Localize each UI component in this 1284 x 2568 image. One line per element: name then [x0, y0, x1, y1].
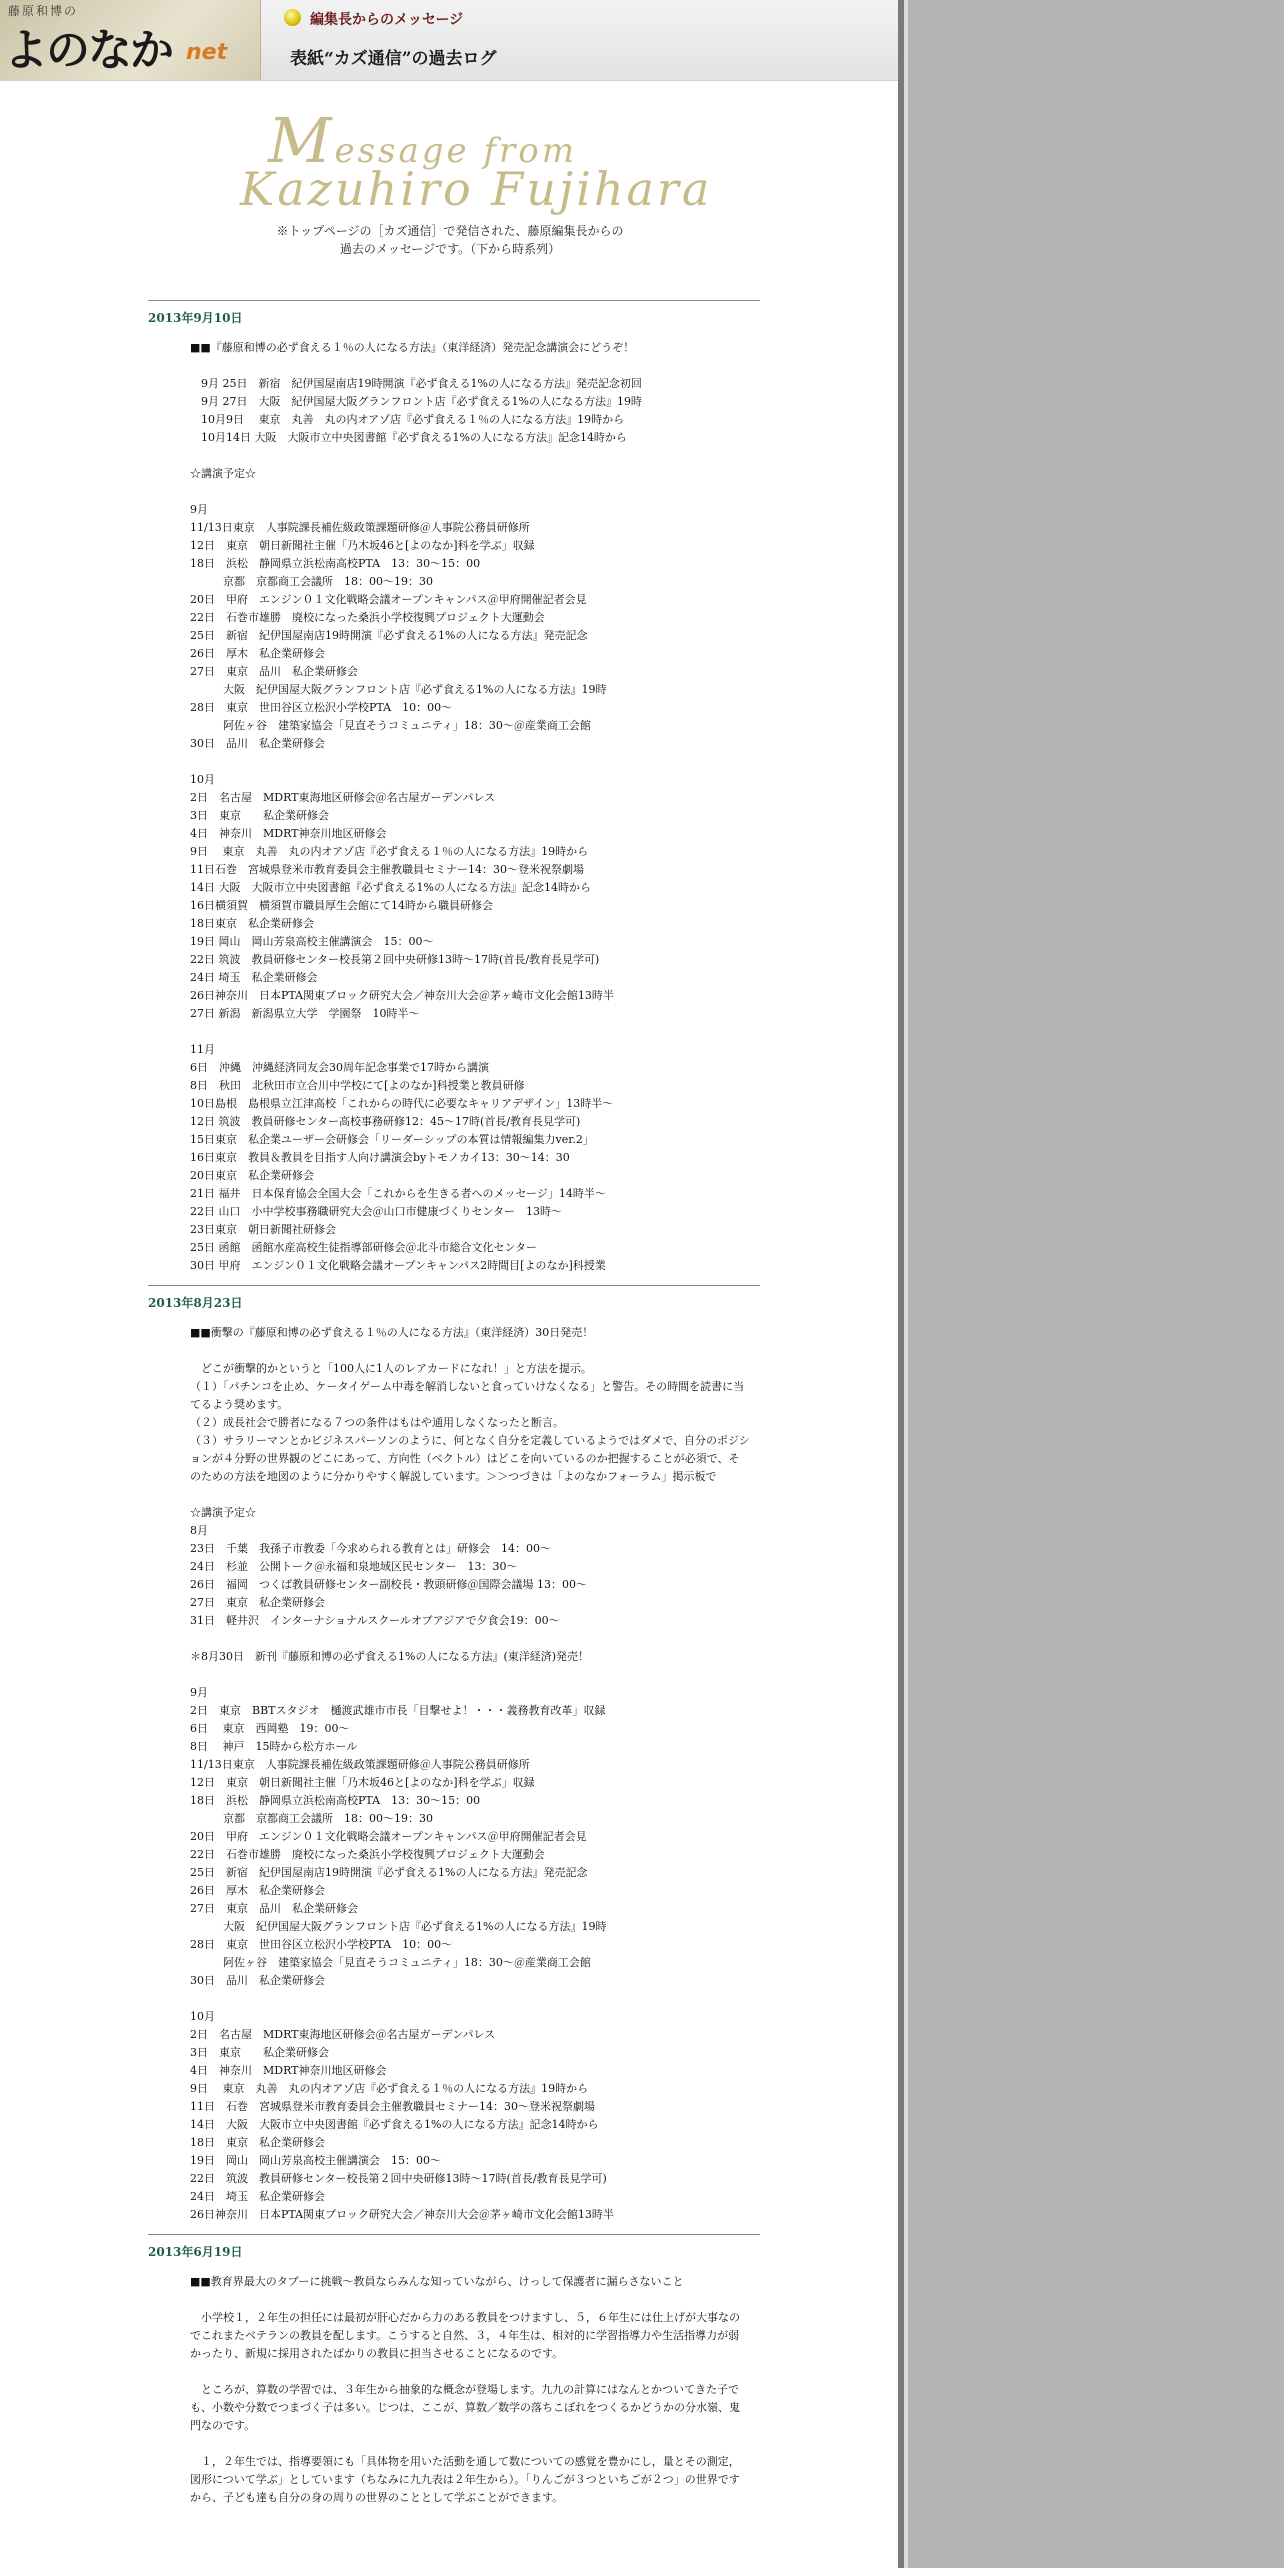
- hero-initial: M: [268, 104, 335, 177]
- body-line: 30日 甲府 エンジン０１文化戦略会議オープンキャンパス2時間目[よのなか]科授業: [190, 1259, 606, 1272]
- body-line: ■■衝撃の『藤原和博の必ず食える１％の人になる方法』（東洋経済）30日発売！: [190, 1326, 594, 1339]
- spacer: [190, 1023, 750, 1041]
- body-line: 26日神奈川 日本PTA関東ブロック研究大会／神奈川大会＠茅ヶ崎市文化会館13時半: [190, 2208, 614, 2221]
- hero-line1: essage from: [334, 131, 578, 171]
- body-line: 22日 石巻市雄勝 廃校になった桑浜小学校復興プロジェクト大運動会: [190, 611, 545, 624]
- intro-line: ※トップページの［カズ通信］で発信された、藤原編集長からの: [276, 224, 624, 238]
- body-line: 4日 神奈川 MDRT神奈川地区研修会: [190, 2064, 387, 2077]
- body-line: 2日 名古屋 MDRT東海地区研修会＠名古屋ガーデンパレス: [190, 2028, 496, 2041]
- hero-name: Kazuhiro Fujihara: [240, 162, 713, 216]
- spacer: [190, 1342, 750, 1360]
- body-line: 6日 沖縄 沖縄経済同友会30周年記念事業で17時から講演: [190, 1061, 489, 1074]
- body-line: 22日 筑波 教員研修センター校長第２回中央研修13時～17時(首長/教育長見学可): [190, 2172, 607, 2185]
- body-line: 22日 石巻市雄勝 廃校になった桑浜小学校復興プロジェクト大運動会: [190, 1848, 545, 1861]
- body-line: 22日 山口 小中学校事務職研究大会＠山口市健康づくりセンター 13時～: [190, 1205, 563, 1218]
- section-body: [190, 339, 750, 1285]
- body-line: 24日 埼玉 私企業研修会: [190, 2190, 325, 2203]
- body-line: 14日 大阪 大阪市立中央図書館『必ず食える1%の人になる方法』記念14時から: [190, 2118, 599, 2131]
- body-line: ＊8月30日 新刊『藤原和博の必ず食える1%の人になる方法』(東洋経済)発売！: [190, 1650, 590, 1663]
- body-line: 京都 京都商工会議所 18：00～19：30: [190, 575, 433, 588]
- body-paragraph: （２）成長社会で勝者になる７つの条件はもはや通用しなくなったと断言。: [190, 1416, 564, 1429]
- body-line: 16日東京 教員＆教員を目指す人向け講演会byトモノカイ13：30～14：30: [190, 1151, 570, 1164]
- section-date: 2013年6月19日: [148, 2245, 243, 2259]
- spacer: [190, 2291, 750, 2309]
- body-line: 大阪 紀伊国屋大阪グランフロント店『必ず食える1%の人になる方法』19時: [190, 683, 607, 696]
- spacer: [190, 1486, 750, 1504]
- body-line: 8日 神戸 15時から松方ホール: [190, 1740, 358, 1753]
- body-line: 14日 大阪 大阪市立中央図書館『必ず食える1%の人になる方法』記念14時から: [190, 881, 591, 894]
- body-line: ☆講演予定☆: [190, 467, 256, 480]
- body-line: 30日 品川 私企業研修会: [190, 737, 325, 750]
- body-line: 28日 東京 世田谷区立松沢小学校PTA 10：00～: [190, 701, 453, 714]
- yellow-dot-icon: [284, 9, 301, 26]
- body-paragraph: １，２年生では、指導要領にも「具体物を用いた活動を通して数についての感覚を豊かにし，量とその測定，図形について学ぶ」としています（ちなみに九九表は２年生から）。「りんごが３つといちごが２つ」の世界ですから、子ども達も自分の身の周りの世界のこととして学ぶことができます。: [190, 2455, 740, 2504]
- body-line: 27日 新潟 新潟県立大学 学園祭 10時半～: [190, 1007, 420, 1020]
- site-logo[interactable]: [0, 0, 261, 80]
- body-line: 27日 東京 品川 私企業研修会: [190, 665, 358, 678]
- logo-subtitle: 藤原和博の: [8, 4, 79, 18]
- body-line: 25日 新宿 紀伊国屋南店19時開演『必ず食える1%の人になる方法』発売記念: [190, 629, 588, 642]
- body-line: 10日島根 島根県立江津高校「これからの時代に必要なキャリアデザイン」13時半～: [190, 1097, 614, 1110]
- section-divider: [148, 300, 760, 301]
- body-line: 9月: [190, 503, 208, 516]
- body-line: 26日神奈川 日本PTA関東ブロック研究大会／神奈川大会＠茅ヶ崎市文化会館13時半: [190, 989, 614, 1002]
- logo-wordmark: よのなか: [4, 25, 172, 76]
- body-line: 18日 浜松 静岡県立浜松南高校PTA 13：30～15：00: [190, 557, 481, 570]
- body-line: ■■教育界最大のタブーに挑戦～教員ならみんな知っていながら、けっして保護者に漏らさないこと: [190, 2275, 684, 2288]
- message-section: [148, 300, 760, 1285]
- body-line: 23日 千葉 我孫子市教委「今求められる教育とは」研修会 14：00～: [190, 1542, 551, 1555]
- body-line: 18日 東京 私企業研修会: [190, 2136, 325, 2149]
- body-line: 大阪 紀伊国屋大阪グランフロント店『必ず食える1%の人になる方法』19時: [190, 1920, 607, 1933]
- body-paragraph: ところが、算数の学習では、３年生から抽象的な概念が登場します。九九の計算にはなんとかついてきた子でも、小数や分数でつまづく子は多い。じつは、ここが、算数／数学の落ちこぼれをつくるかどうかの分水嶺、鬼門なのです。: [190, 2383, 740, 2432]
- body-line: 19日 岡山 岡山芳泉高校主催講演会 15：00～: [190, 2154, 441, 2167]
- spacer: [190, 1275, 750, 1285]
- body-line: 28日 東京 世田谷区立松沢小学校PTA 10：00～: [190, 1938, 453, 1951]
- body-line: 20日東京 私企業研修会: [190, 1169, 314, 1182]
- body-line: 24日 杉並 公開トーク＠永福和泉地域区民センター 13：30～: [190, 1560, 518, 1573]
- spacer: [190, 1630, 750, 1648]
- spacer: [190, 1666, 750, 1684]
- section-date: 2013年8月23日: [148, 1296, 243, 1310]
- body-line: 2日 名古屋 MDRT東海地区研修会＠名古屋ガーデンパレス: [190, 791, 496, 804]
- spacer: [190, 2224, 750, 2234]
- body-paragraph: （１）「パチンコを止め、ケータイゲーム中毒を解消しないと食っていけなくなる」と警告。その時間を読書に当てるよう奨めます。: [190, 1380, 745, 1411]
- body-line: 11/13日東京 人事院課長補佐級政策課題研修＠人事院公務員研修所: [190, 1758, 530, 1771]
- page-title: 表紙“カズ通信”の過去ログ: [290, 49, 497, 69]
- body-line: 8月: [190, 1524, 208, 1537]
- body-line: 21日 福井 日本保育協会全国大会「これからを生きる者へのメッセージ」14時半～: [190, 1187, 606, 1200]
- body-line: 6日 東京 西岡塾 19：00～: [190, 1722, 350, 1735]
- body-line: 11月: [190, 1043, 215, 1056]
- body-paragraph: どこが衝撃的かというと「100人に1人のレアカードになれ！」と方法を提示。: [190, 1362, 592, 1375]
- body-line: 11日 石巻 宮城県登米市教育委員会主催教職員セミナー14：30～登米祝祭劇場: [190, 2100, 595, 2113]
- body-line: 25日 新宿 紀伊国屋南店19時開演『必ず食える1%の人になる方法』発売記念: [190, 1866, 588, 1879]
- body-line: 9月 25日 新宿 紀伊国屋南店19時開演『必ず食える1%の人になる方法』発売記念初回: [190, 377, 642, 390]
- body-line: 10月9日 東京 丸善 丸の内オアゾ店『必ず食える１％の人になる方法』19時から: [190, 413, 625, 426]
- body-line: 3日 東京 私企業研修会: [190, 2046, 329, 2059]
- body-line: 31日 軽井沢 インターナショナルスクールオブアジアで夕食会19：00～: [190, 1614, 560, 1627]
- site-header: [0, 0, 898, 81]
- body-line: 22日 筑波 教員研修センター校長第２回中央研修13時～17時(首長/教育長見学可): [190, 953, 600, 966]
- message-section: [148, 1285, 760, 2234]
- body-line: 23日東京 朝日新聞社研修会: [190, 1223, 336, 1236]
- body-line: 阿佐ヶ谷 建築家協会「見直そうコミュニティ」18：30～＠産業商工会館: [190, 1956, 591, 1969]
- body-line: 19日 岡山 岡山芳泉高校主催講演会 15：00～: [190, 935, 434, 948]
- body-line: 26日 福岡 つくば教員研修センター副校長・教頭研修＠国際会議場 13：00～: [190, 1578, 588, 1591]
- body-line: 京都 京都商工会議所 18：00～19：30: [190, 1812, 433, 1825]
- body-line: 9日 東京 丸善 丸の内オアゾ店『必ず食える１％の人になる方法』19時から: [190, 2082, 589, 2095]
- body-line: 9月: [190, 1686, 208, 1699]
- body-line: 25日 函館 函館水産高校生徒指導部研修会＠北斗市総合文化センター: [190, 1241, 538, 1254]
- body-line: 12日 筑波 教員研修センター高校事務研修12：45～17時(首長/教育長見学可): [190, 1115, 581, 1128]
- spacer: [190, 357, 750, 375]
- body-line: 20日 甲府 エンジン０１文化戦略会議オープンキャンパス＠甲府開催記者会見: [190, 593, 587, 606]
- body-line: 12日 東京 朝日新聞社主催「乃木坂46と[よのなか]科を学ぶ」収録: [190, 539, 535, 552]
- body-paragraph: 小学校１，２年生の担任には最初が肝心だから力のある教員をつけますし、５，６年生には仕上げが大事なのでこれまたベテランの教員を配します。こうすると自然、３，４年生は、相対的に学習指導力や生活指導力が弱かったり、新規に採用されたばかりの教員に担当させることになるのです。: [190, 2311, 740, 2360]
- message-log: [148, 300, 760, 2507]
- body-line: 20日 甲府 エンジン０１文化戦略会議オープンキャンパス＠甲府開催記者会見: [190, 1830, 587, 1843]
- body-line: 15日東京 私企業ユーザー会研修会「リーダーシップの本質は情報編集力ver.2」: [190, 1133, 594, 1146]
- body-line: 9日 東京 丸善 丸の内オアゾ店『必ず食える１％の人になる方法』19時から: [190, 845, 589, 858]
- message-section: [148, 2234, 760, 2507]
- intro-line: 過去のメッセージです。（下から時系列）: [339, 242, 561, 256]
- logo-net: net: [186, 40, 228, 65]
- section-date: 2013年9月10日: [148, 311, 243, 325]
- spacer: [190, 2363, 750, 2381]
- section-label: 編集長からのメッセージ: [310, 12, 464, 28]
- body-line: 10月: [190, 773, 215, 786]
- body-line: 16日横須賀 横須賀市職員厚生会館にて14時から職員研修会: [190, 899, 493, 912]
- section-body: [190, 2273, 750, 2507]
- section-divider: [148, 2234, 760, 2235]
- body-line: 26日 厚木 私企業研修会: [190, 1884, 325, 1897]
- spacer: [190, 1990, 750, 2008]
- body-line: ☆講演予定☆: [190, 1506, 256, 1519]
- body-line: 4日 神奈川 MDRT神奈川地区研修会: [190, 827, 387, 840]
- body-line: 11日石巻 宮城県登米市教育委員会主催教職員セミナー14：30～登米祝祭劇場: [190, 863, 584, 876]
- spacer: [190, 447, 750, 465]
- side-gutter: [898, 0, 1284, 2568]
- intro-text: [150, 222, 750, 258]
- body-line: 18日 浜松 静岡県立浜松南高校PTA 13：30～15：00: [190, 1794, 481, 1807]
- body-line: 阿佐ヶ谷 建築家協会「見直そうコミュニティ」18：30～＠産業商工会館: [190, 719, 591, 732]
- spacer: [190, 2435, 750, 2453]
- section-divider: [148, 1285, 760, 1286]
- body-line: ■■『藤原和博の必ず食える１％の人になる方法』（東洋経済）発売記念講演会にどうぞ！: [190, 341, 635, 354]
- body-line: 27日 東京 品川 私企業研修会: [190, 1902, 358, 1915]
- body-paragraph: （３）サラリーマンとかビジネスパーソンのように、何となく自分を定義しているようではダメで、自分のポジションが４分野の世界観のどこにあって、方向性（ベクトル）はどこを向いているのか把握することが必須で、そのための方法を地図のように分かりやすく解説しています。＞＞つづきは「よのなかフォーラム」掲示板で: [190, 1434, 750, 1483]
- spacer: [190, 753, 750, 771]
- body-line: 10月14日 大阪 大阪市立中央図書館『必ず食える1%の人になる方法』記念14時から: [190, 431, 627, 444]
- body-line: 18日東京 私企業研修会: [190, 917, 314, 930]
- section-body: [190, 1324, 750, 2234]
- body-line: 27日 東京 私企業研修会: [190, 1596, 325, 1609]
- body-line: 3日 東京 私企業研修会: [190, 809, 329, 822]
- body-line: 26日 厚木 私企業研修会: [190, 647, 325, 660]
- body-line: 9月 27日 大阪 紀伊国屋大阪グランフロント店『必ず食える1%の人になる方法』19時: [190, 395, 642, 408]
- body-line: 8日 秋田 北秋田市立合川中学校にて[よのなか]科授業と教員研修: [190, 1079, 525, 1092]
- body-line: 10月: [190, 2010, 215, 2023]
- body-line: 12日 東京 朝日新聞社主催「乃木坂46と[よのなか]科を学ぶ」収録: [190, 1776, 535, 1789]
- body-line: 30日 品川 私企業研修会: [190, 1974, 325, 1987]
- body-line: 24日 埼玉 私企業研修会: [190, 971, 318, 984]
- body-line: 11/13日東京 人事院課長補佐級政策課題研修＠人事院公務員研修所: [190, 521, 530, 534]
- spacer: [190, 483, 750, 501]
- body-line: 2日 東京 BBTスタジオ 樋渡武雄市市長「目撃せよ！・・・義務教育改革」収録: [190, 1704, 606, 1717]
